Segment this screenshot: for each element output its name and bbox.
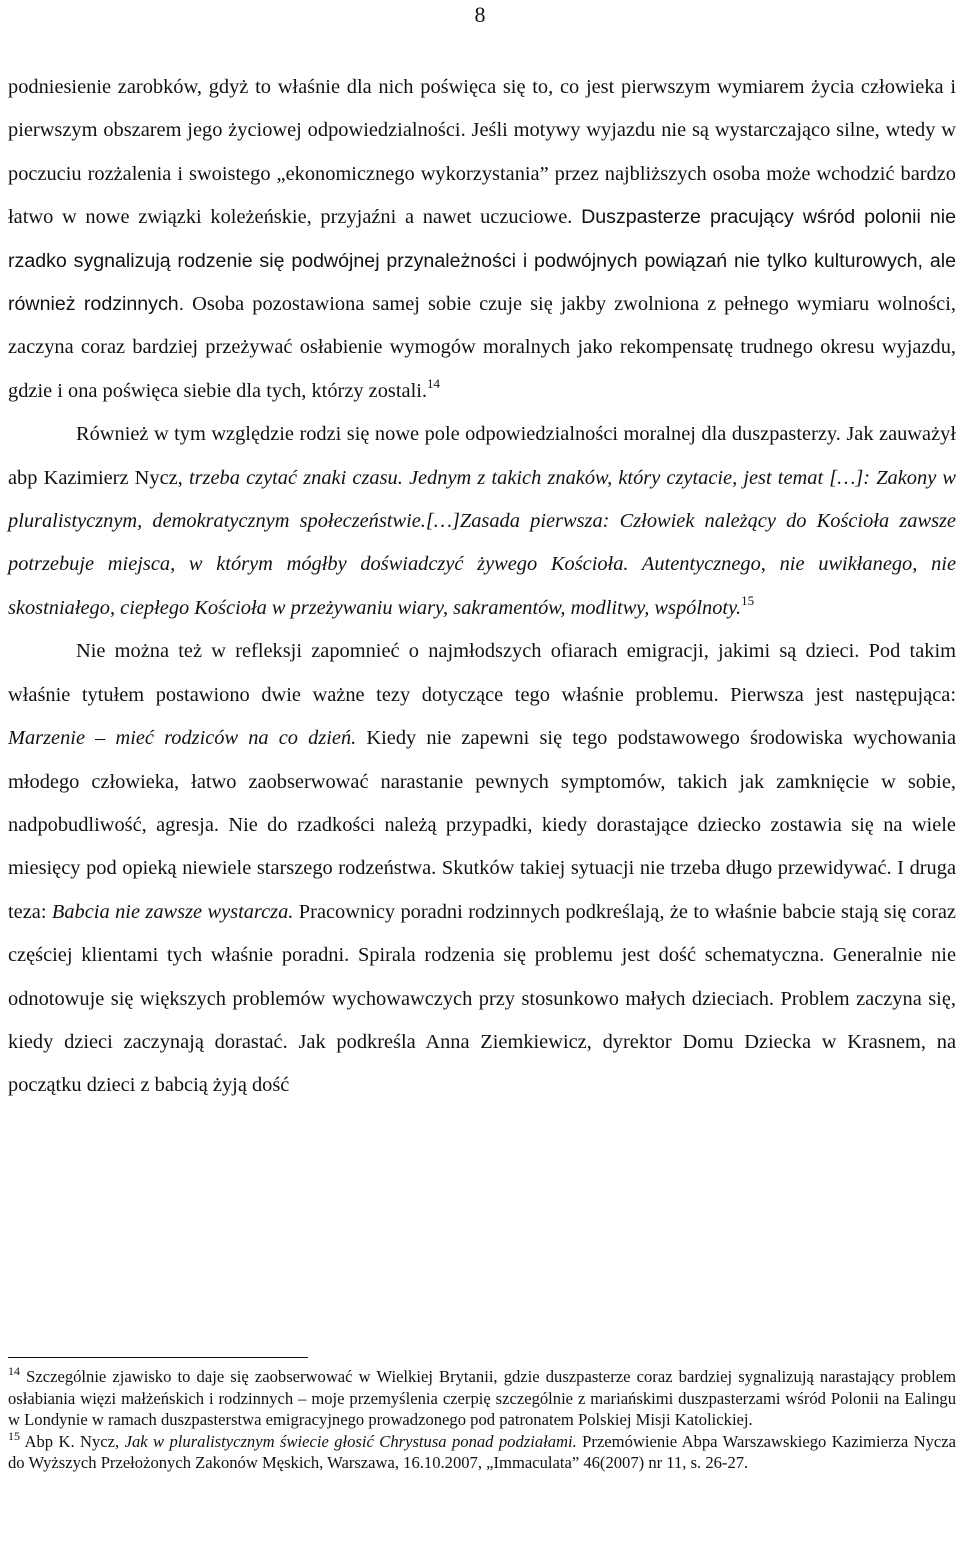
paragraph-text: Duszpasterze pracujący wśród polonii nie rzadko sygnalizują rodzenie się podwójnej przynależności i podwójnych powiązań nie tylko kulturowych, ale również rodzinnych. — [8, 206, 956, 316]
paragraph — [8, 630, 956, 1107]
paragraph-text: Nie można też w refleksji zapomnieć o najmłodszych ofiarach emigracji, jakimi są dzieci. Pod takim właśnie tytułem postawiono dwie ważne tezy dotyczące tego właśnie problemu. Pierwsza jest następująca: — [8, 640, 956, 706]
paragraph-text: Również w tym względzie rodzi się nowe pole odpowiedzialności moralnej dla duszpasterzy. Jak zauważył abp Kazimierz Nycz, — [8, 423, 956, 489]
paragraph-text: Kiedy nie zapewni się tego podstawowego środowiska wychowania młodego człowieka, łatwo zaobserwować narastanie pewnych symptomów, takich jak zamknięcie w sobie, nadpobudliwość, agresja. Nie do rzadkości należą przypadki, kiedy dorastające dziecko zostawia się na wiele miesięcy pod opieką niewiele starszego rodzeństwa. Skutków takiej sytuacji nie trzeba długo przewidywać. I druga teza: — [8, 727, 957, 923]
thesis-title: Marzenie – mieć rodziców na co dzień. — [8, 727, 357, 750]
quotation: trzeba czytać znaki czasu. Jednym z takich znaków, który czytacie, jest temat […]: Zakony w pluralistycznym, demokratycznym społeczeństwie.[…]Zasada pierwsza: Człowiek należący do Kościoła zawsze potrzebuje miejsca, w którym mógłby doświadczyć żywego Kościoła. Autentycznego, nie uwikłanego, nie skostniałego, ciepłego Kościoła w przeżywaniu wiary, sakramentów, modlitwy, wspólnoty. — [8, 466, 957, 619]
footnote-author: Abp K. Nycz, — [24, 1431, 125, 1451]
footnotes — [8, 1366, 956, 1474]
footnote-ref[interactable]: 14 — [427, 375, 441, 391]
footnote-number: 15 — [8, 1428, 20, 1443]
footnote-text: Szczególnie zjawisko to daje się zaobserwować w Wielkiej Brytanii, gdzie duszpasterze coraz bardziej sygnalizują narastający problem osłabiania więzi małżeńskich i rodzinnych – moje przemyślenia czerpię szczególnie z mariańskimi duszpasterzami wśród Polonii na Ealingu w Londynie w ramach duszpasterstwa emigracyjnego prowadzonego pod patronatem Polskiej Misji Katolickiej. — [8, 1367, 956, 1430]
paragraph — [8, 413, 956, 630]
main-text — [8, 66, 956, 1108]
footnote-text: Przemówienie Abpa Warszawskiego Kazimierza Nycza do Wyższych Przełożonych Zakonów Męskich, Warszawa, 16.10.2007, „Immaculata” 46(2007) nr 11, s. 26-27. — [8, 1431, 957, 1473]
thesis-title: Babcia nie zawsze wystarcza. — [51, 900, 294, 923]
footnote — [8, 1366, 956, 1431]
footnote-number: 14 — [8, 1364, 20, 1378]
footnote-separator — [8, 1357, 308, 1358]
footnote-ref[interactable]: 15 — [741, 592, 755, 608]
paragraph-text: podniesienie zarobków, gdyż to właśnie dla nich poświęca się to, co jest pierwszym wymiarem życia człowieka i pierwszym obszarem jego życiowej odpowiedzialności. Jeśli motywy wyjazdu nie są wystarczająco silne, wtedy w poczuciu rozżalenia i swoistego „ekonomicznego wykorzystania” przez najbliższych osoba może wchodzić bardzo łatwo w nowe związki koleżeńskie, przyjaźni a nawet uczuciowe. — [8, 76, 956, 229]
paragraph-text: Pracownicy poradni rodzinnych podkreślają, że to właśnie babcie stają się coraz częściej klientami tych właśnie poradni. Spirala rodzenia się problemu jest dość schematyczna. Generalnie nie odnotowuje się większych problemów wychowawczych przy stosunkowo małych dzieciach. Problem zaczyna się, kiedy dzieci zaczynają dorastać. Jak podkreśla Anna Ziemkiewicz, dyrektor Domu Dziecka w Krasnem, na początku dzieci z babcią żyją dość — [8, 900, 956, 1097]
footnote-title: Jak w pluralistycznym świecie głosić Chrystusa ponad podziałami. — [124, 1431, 577, 1451]
footnote — [8, 1428, 957, 1474]
paragraph-text: Osoba pozostawiona samej sobie czuje się jakby zwolniona z pełnego wymiaru wolności, zaczyna coraz bardziej przeżywać osłabienie wymogów moralnych jako rekompensatę trudnego okresu wyjazdu, gdzie i ona poświęca siebie dla tych, którzy zostali. — [8, 293, 956, 402]
page-number: 8 — [474, 2, 486, 27]
paragraph — [8, 66, 956, 413]
